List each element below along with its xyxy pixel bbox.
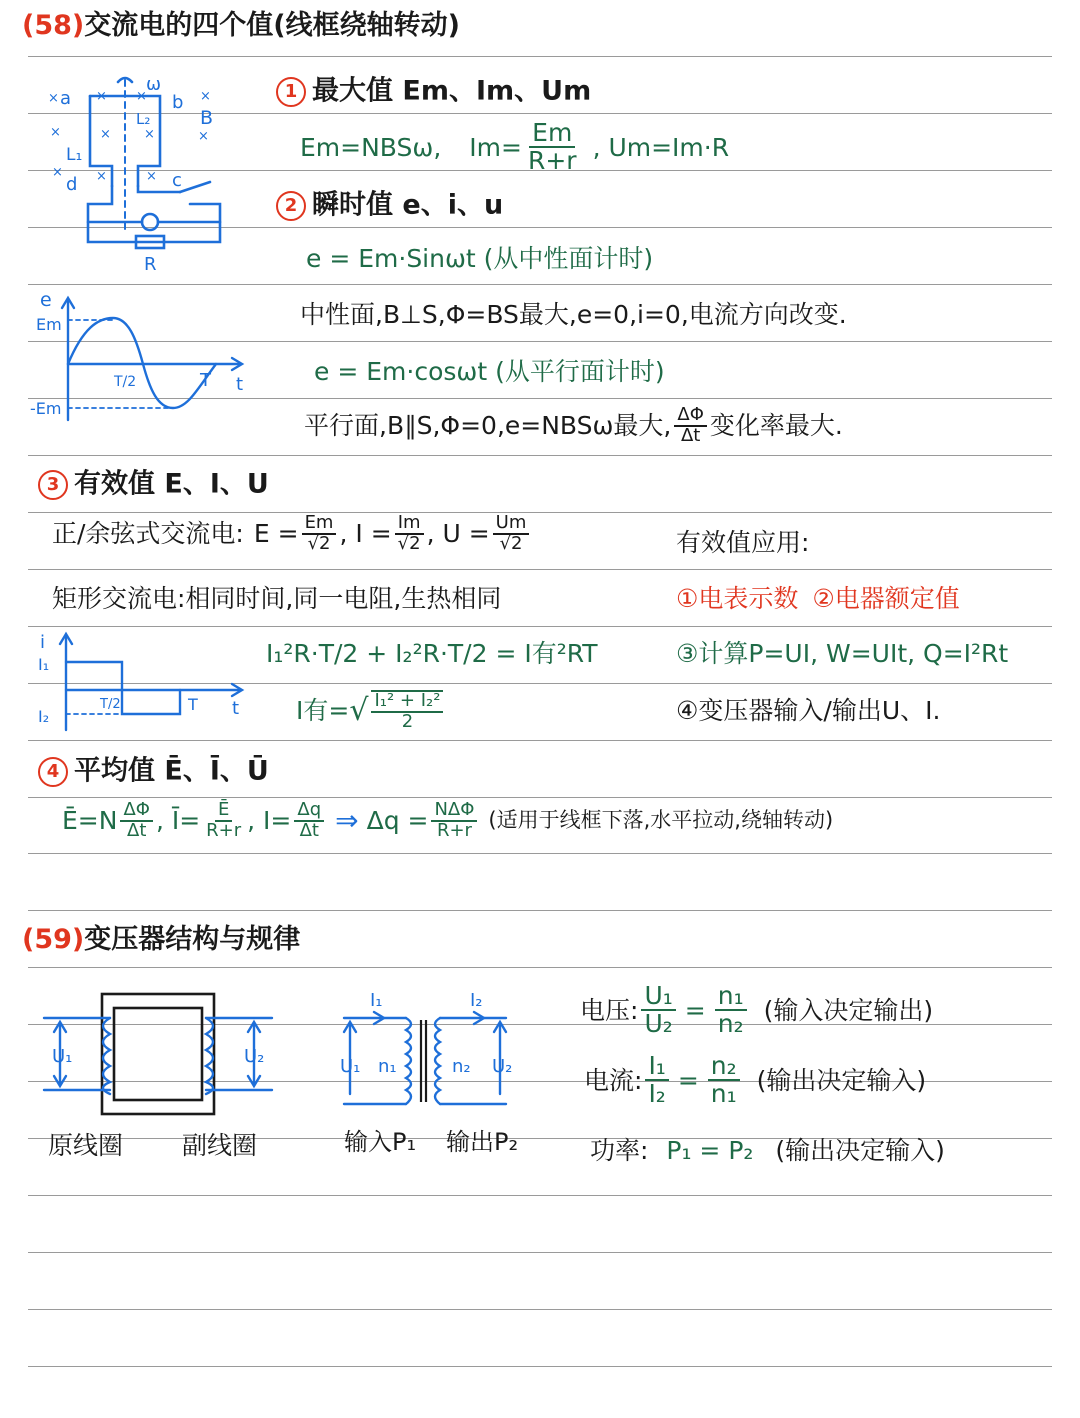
marker-4: 4 (38, 757, 68, 787)
generator-diagram (40, 74, 240, 274)
square-half-period-label: T/2 (100, 697, 121, 712)
rms-i-den: √2 (397, 532, 421, 554)
current-right-fraction (708, 1053, 740, 1108)
current-left-den: I₂ (648, 1079, 666, 1109)
field-cross: × (200, 89, 211, 104)
current-label: 电流: (584, 1065, 643, 1095)
voltage-right-fraction (715, 983, 747, 1038)
sine-neg-em-label: -Em (30, 399, 62, 418)
symbol-u2-label: U₂ (492, 1056, 513, 1077)
rms-heading-text: 有效值 E、I、U (74, 468, 269, 500)
current-equals: = (677, 1065, 699, 1095)
core-u2-label: U₂ (244, 1046, 265, 1067)
section-58-title-text: 交流电的四个值(线框绕轴转动) (84, 10, 460, 41)
cos-equation: e = Em·cosωt (从平行面计时) (314, 357, 665, 386)
sin-equation: e = Em·Sinωt (从中性面计时) (306, 244, 654, 273)
avg-note: (适用于线框下落,水平拉动,绕轴转动) (488, 808, 834, 833)
rms-u-den: √2 (499, 532, 523, 554)
im-den: R+r (527, 146, 577, 176)
sine-half-period-label: T/2 (114, 374, 137, 390)
avg-i-den: R+r (206, 819, 242, 841)
sine-period-label: T (200, 370, 211, 391)
label-c: c (172, 170, 182, 191)
marker-2: 2 (276, 191, 306, 221)
avg-q-fraction (431, 801, 477, 841)
marker-1: 1 (276, 77, 306, 107)
secondary-coil-label: 副线圈 (182, 1131, 258, 1160)
current-law (584, 1053, 926, 1108)
avg-i2-den: Δt (299, 819, 319, 841)
voltage-right-den: n₂ (717, 1009, 744, 1039)
symbol-i2-label: I₂ (470, 990, 483, 1011)
voltage-left-den: U₂ (644, 1009, 673, 1039)
power-note: (输出决定输入) (775, 1136, 945, 1165)
label-omega: ω (146, 74, 162, 95)
section-58-number: (58) (22, 10, 85, 41)
current-note: (输出决定输入) (756, 1065, 927, 1095)
ieff-fraction (371, 690, 443, 732)
um-eq: , Um=Im·R (592, 132, 730, 162)
rms-u-fraction (493, 514, 530, 554)
rms-e-den: √2 (307, 532, 331, 554)
power-label: 功率: (590, 1136, 649, 1165)
avg-i-lhs: , Ī= (155, 806, 201, 836)
field-cross: × (48, 91, 59, 106)
symbol-n1-label: n₁ (378, 1056, 397, 1077)
im-lhs: Im= (469, 132, 522, 162)
voltage-equals: = (684, 995, 706, 1025)
field-cross: × (96, 89, 107, 104)
avg-i-fraction (203, 801, 244, 841)
avg-i2-fraction (294, 801, 324, 841)
voltage-note: (输入决定输出) (763, 995, 934, 1025)
rms-u-num: Um (493, 514, 530, 535)
voltage-law (580, 983, 933, 1038)
field-cross: × (146, 169, 157, 184)
avg-q-num: NΔΦ (431, 801, 477, 822)
em-eq: Em=NBSω, (300, 132, 442, 162)
rms-apply-title: 有效值应用: (676, 528, 810, 557)
rms-apply-1-2 (676, 586, 960, 611)
sine-t-axis-label: t (236, 374, 244, 395)
transformer-symbol-diagram (330, 982, 540, 1167)
max-heading-text: 最大值 Em、Im、Um (312, 75, 592, 107)
rms-e-fraction (302, 514, 337, 554)
rms-apply-3: ③计算P=UI, W=UIt, Q=I²Rt (676, 639, 1009, 668)
voltage-right-num: n₁ (715, 983, 747, 1011)
rms-i-num: Im (395, 514, 424, 535)
label-L1: L₁ (66, 145, 83, 165)
rms-e-num: Em (302, 514, 337, 535)
avg-i2-lhs: , I= (247, 806, 292, 836)
power-law (590, 1138, 945, 1163)
avg-i2-num: Δq (294, 801, 324, 822)
rms-apply-4: ④变压器输入/输出U、I. (676, 696, 941, 725)
ieff-den: 2 (401, 710, 414, 732)
sine-rms-label: 正/余弦式交流电: (52, 519, 244, 549)
avg-heading (38, 757, 269, 787)
section-59-title-text: 变压器结构与规律 (84, 924, 301, 955)
voltage-label: 电压: (580, 995, 639, 1025)
max-equations (300, 120, 729, 175)
label-R: R (144, 254, 157, 274)
sine-rms-row (52, 514, 532, 554)
rms-apply-1: ①电表示数 (676, 584, 799, 613)
im-num: Em (529, 120, 575, 148)
field-cross: × (96, 169, 107, 184)
avg-e-num: ΔΦ (120, 801, 152, 822)
parallel-text: 平行面,B∥S,Φ=0,e=NBSω最大, (304, 411, 672, 441)
label-a: a (60, 88, 72, 109)
input-power-label: 输入P₁ (344, 1128, 417, 1156)
field-cross: × (100, 127, 111, 142)
voltage-left-fraction (641, 983, 675, 1038)
power-equation: P₁ = P₂ (666, 1136, 754, 1165)
output-power-label: 输出P₂ (446, 1128, 519, 1156)
avg-e-fraction (120, 801, 152, 841)
implies-arrow: ⇒ (335, 803, 359, 837)
square-y-axis-label: i (40, 632, 46, 653)
primary-coil-label: 原线圈 (48, 1131, 124, 1160)
label-B: B (200, 107, 214, 129)
heat-equation: I₁²R·T/2 + I₂²R·T/2 = I有²RT (266, 639, 598, 668)
avg-q-den: R+r (436, 819, 472, 841)
ieff-equation (296, 690, 446, 732)
square-wave (66, 662, 180, 714)
core-u1-label: U₁ (52, 1046, 73, 1067)
sqrt-sign: √ (349, 692, 369, 728)
field-cross: × (144, 127, 155, 142)
sine-em-label: Em (36, 315, 62, 334)
rms-apply-2: ②电器额定值 (812, 584, 960, 613)
marker-3: 3 (38, 470, 68, 500)
square-period-label: T (188, 695, 198, 714)
avg-e-den: Δt (127, 819, 147, 841)
field-cross: × (198, 129, 209, 144)
field-cross: × (136, 89, 147, 104)
inst-heading-text: 瞬时值 e、i、u (312, 189, 504, 221)
ieff-lhs: I有= (296, 696, 350, 726)
rect-ac-label: 矩形交流电:相同时间,同一电阻,生热相同 (52, 584, 502, 613)
parallel-tail: 变化率最大. (709, 411, 843, 441)
square-i1-label: I₁ (38, 655, 50, 674)
inst-heading (276, 191, 503, 221)
rms-e-lhs: E = (253, 519, 299, 549)
label-b: b (172, 92, 184, 113)
symbol-u1-label: U₁ (340, 1056, 361, 1077)
field-cross: × (52, 165, 63, 180)
flux-rate-den: Δt (680, 424, 701, 446)
label-d: d (66, 174, 78, 195)
sine-graph (28, 288, 258, 438)
square-wave-graph (30, 630, 260, 740)
transformer-core-diagram (40, 990, 290, 1165)
avg-q-lhs: Δq = (366, 806, 429, 836)
section-58-title (22, 12, 460, 39)
flux-rate-fraction (674, 406, 706, 446)
rms-i-lhs: , I = (339, 519, 392, 549)
avg-equations (62, 801, 833, 841)
label-L2: L₂ (136, 110, 151, 128)
rms-u-lhs: , U = (426, 519, 490, 549)
section-59-title (22, 926, 300, 953)
neutral-plane-note: 中性面,B⊥S,Φ=BS最大,e=0,i=0,电流方向改变. (300, 300, 847, 329)
max-heading (276, 77, 591, 107)
current-right-den: n₁ (710, 1079, 737, 1109)
im-fraction (525, 120, 580, 175)
section-59-number: (59) (22, 924, 85, 955)
symbol-n2-label: n₂ (452, 1056, 471, 1077)
voltage-left-num: U₁ (641, 983, 675, 1011)
symbol-i1-label: I₁ (370, 990, 383, 1011)
avg-e-lhs: Ē=N (62, 806, 118, 836)
rms-heading (38, 470, 269, 500)
flux-rate-num: ΔΦ (674, 406, 706, 427)
current-left-num: I₁ (645, 1053, 668, 1081)
avg-heading-text: 平均值 Ē、Ī、Ū (74, 755, 269, 787)
ieff-num: I₁² + I₂² (371, 692, 443, 713)
current-left-fraction (645, 1053, 668, 1108)
field-cross: × (50, 125, 61, 140)
avg-i-num: Ē (215, 801, 232, 822)
square-i2-label: I₂ (38, 707, 50, 726)
rms-i-fraction (395, 514, 424, 554)
sine-y-axis-label: e (40, 289, 52, 311)
current-right-num: n₂ (708, 1053, 740, 1081)
parallel-plane-note (304, 406, 843, 446)
square-t-axis-label: t (232, 698, 240, 719)
